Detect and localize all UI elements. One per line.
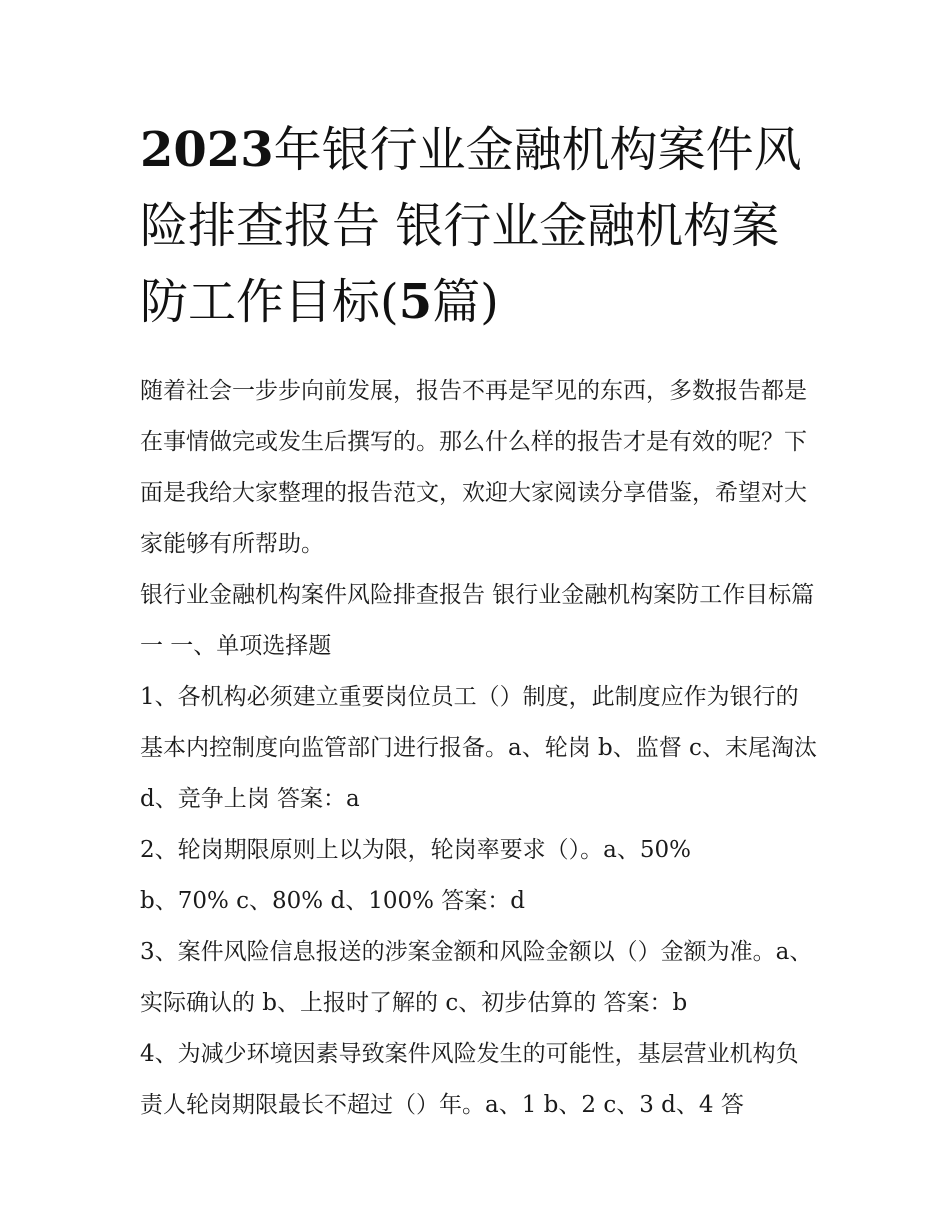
question-2-options: b、70% c、80% d、100% 答案：d <box>140 888 525 914</box>
question-2: 2、轮岗期限原则上以为限，轮岗率要求（）。a、50% <box>140 837 691 863</box>
document-body <box>140 366 820 1131</box>
question-1: 1、各机构必须建立重要岗位员工（）制度，此制度应作为银行的基本内控制度向监管部门进行报备。a、轮岗 b、监督 c、末尾淘汰 d、竞争上岗 答案：a <box>140 684 817 812</box>
question-4: 4、为减少环境因素导致案件风险发生的可能性，基层营业机构负责人轮岗期限最长不超过（）年。a、1 b、2 c、3 d、4 答 <box>140 1041 799 1118</box>
title-year: 2023 <box>140 122 274 178</box>
section-heading-paragraph: 银行业金融机构案件风险排查报告 银行业金融机构案防工作目标篇一 一、单项选择题 <box>140 582 815 659</box>
title-count: 5 <box>398 274 433 330</box>
question-3: 3、案件风险信息报送的涉案金额和风险金额以（）金额为准。a、实际确认的 b、上报时了解的 c、初步估算的 答案：b <box>140 939 813 1016</box>
document-content <box>140 112 820 1131</box>
title-suffix: 篇) <box>432 274 499 330</box>
intro-paragraph: 随着社会一步步向前发展，报告不再是罕见的东西，多数报告都是在事情做完或发生后撰写的。那么什么样的报告才是有效的呢？下面是我给大家整理的报告范文，欢迎大家阅读分享借鉴，希望对大家能够有所帮助。 <box>140 378 807 557</box>
document-title <box>140 112 820 340</box>
title-text: 年银行业金融机构案件风险排查报告 银行业金融机构案防工作目标( <box>140 122 802 330</box>
